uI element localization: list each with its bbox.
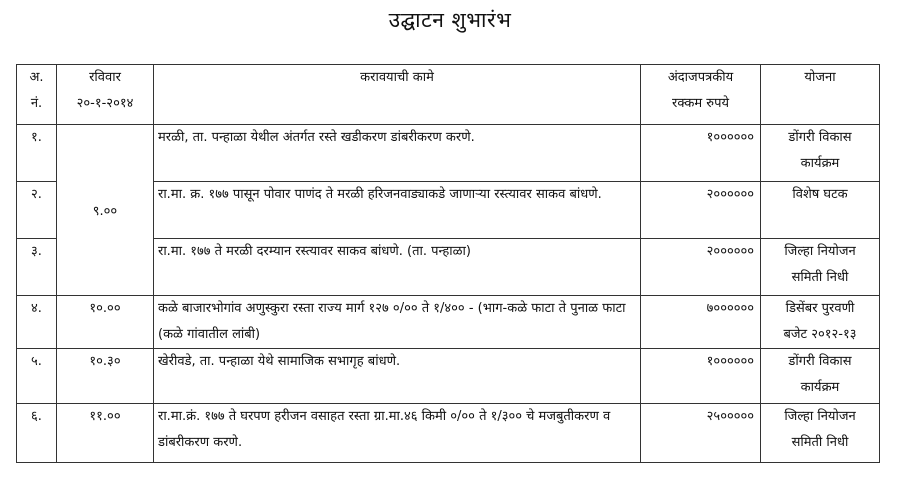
row-scheme: डिसेंबर पुरवणी बजेट २०१२-१३ bbox=[761, 296, 880, 349]
row-work: रा.मा.क्रं. १७७ ते घरपण हरीजन वसाहत रस्ता ग्रा.मा.४६ किमी ०/०० ते १/३०० चे मजबुतीकरण व डांबरीकरण करणे. bbox=[154, 404, 641, 463]
row-amount: ७०००००० bbox=[641, 296, 761, 349]
row-scheme: जिल्हा नियोजन समिती निधी bbox=[761, 404, 880, 463]
table-row bbox=[17, 296, 880, 349]
row-time: १०.०० bbox=[57, 296, 154, 349]
table-row bbox=[17, 125, 880, 182]
row-work: रा.मा. क्र. १७७ पासून पोवार पाणंद ते मरळी हरिजनवाड्याकडे जाणाऱ्या रस्त्यावर साकव बांधणे. bbox=[154, 182, 641, 239]
row-scheme: डोंगरी विकास कार्यक्रम bbox=[761, 125, 880, 182]
row-work: रा.मा. १७७ ते मरळी दरम्यान रस्त्यावर साकव बांधणे. (ता. पन्हाळा) bbox=[154, 239, 641, 296]
row-time: १०.३० bbox=[57, 349, 154, 404]
header-scheme: योजना bbox=[761, 65, 880, 125]
row-work: खेरीवडे, ता. पन्हाळा येथे सामाजिक सभागृह बांधणे. bbox=[154, 349, 641, 404]
row-scheme: डोंगरी विकास कार्यक्रम bbox=[761, 349, 880, 404]
header-work: करावयाची कामे bbox=[154, 65, 641, 125]
works-table bbox=[16, 64, 880, 463]
table-row bbox=[17, 404, 880, 463]
row-time: ९.०० bbox=[57, 125, 154, 296]
row-scheme: जिल्हा नियोजन समिती निधी bbox=[761, 239, 880, 296]
row-number: २. bbox=[17, 182, 57, 239]
row-scheme: विशेष घटक bbox=[761, 182, 880, 239]
row-number: ५. bbox=[17, 349, 57, 404]
row-time: ११.०० bbox=[57, 404, 154, 463]
row-number: ३. bbox=[17, 239, 57, 296]
row-number: १. bbox=[17, 125, 57, 182]
row-amount: २५००००० bbox=[641, 404, 761, 463]
row-number: ६. bbox=[17, 404, 57, 463]
row-amount: २०००००० bbox=[641, 239, 761, 296]
header-serial-number: अ. नं. bbox=[17, 65, 57, 125]
row-amount: १०००००० bbox=[641, 125, 761, 182]
row-amount: २०००००० bbox=[641, 182, 761, 239]
row-number: ४. bbox=[17, 296, 57, 349]
row-work: कळे बाजारभोगांव अणुस्कुरा रस्ता राज्य मार्ग १२७ ०/०० ते १/४०० - (भाग-कळे फाटा ते पुनाळ फाटा (कळे गांवातील लांबी) bbox=[154, 296, 641, 349]
table-header-row bbox=[17, 65, 880, 125]
row-amount: १०००००० bbox=[641, 349, 761, 404]
header-amount: अंदाजपत्रकीय रक्कम रुपये bbox=[641, 65, 761, 125]
table-row bbox=[17, 349, 880, 404]
page-title: उद्घाटन शुभारंभ bbox=[388, 8, 512, 32]
row-work: मरळी, ता. पन्हाळा येथील अंतर्गत रस्ते खडीकरण डांबरीकरण करणे. bbox=[154, 125, 641, 182]
header-day-date: रविवार २०-१-२०१४ bbox=[57, 65, 154, 125]
